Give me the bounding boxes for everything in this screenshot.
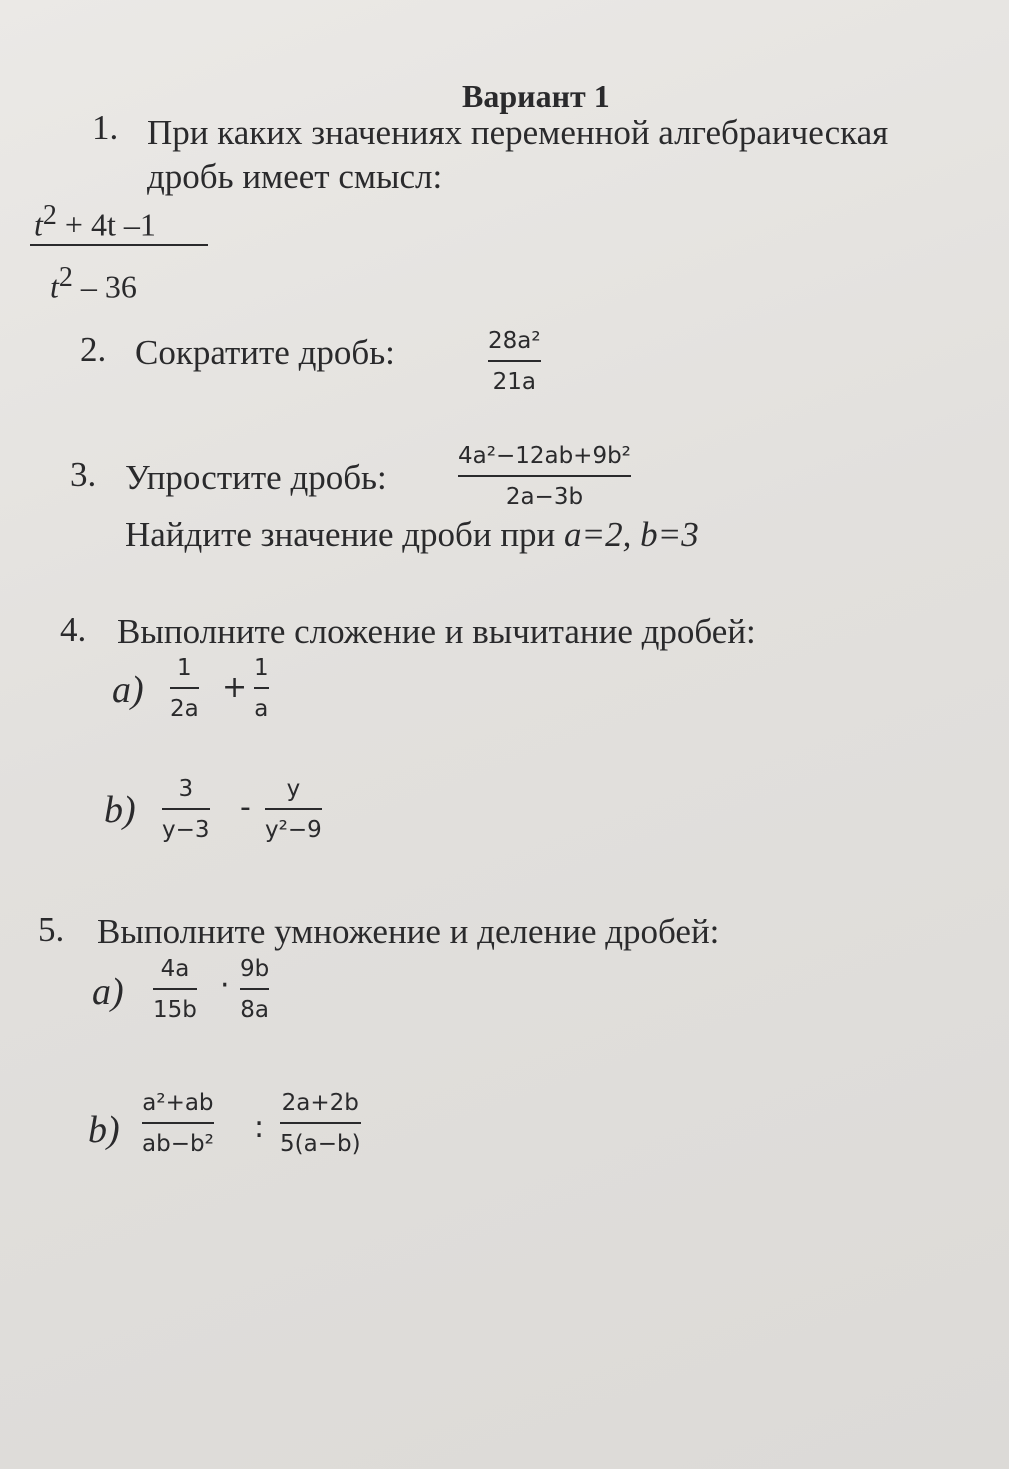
q3-line2-prefix: Найдите значение дроби при bbox=[125, 515, 565, 554]
q3-numerator: 4a²−12ab+9b² bbox=[458, 443, 631, 469]
q4-b-f2-bar bbox=[265, 808, 322, 810]
q5-b-f2-bar bbox=[280, 1122, 361, 1124]
q4-a-label: a) bbox=[112, 669, 144, 711]
q5-b-f1-bar bbox=[142, 1122, 214, 1124]
q5-a-f1-denominator: 15b bbox=[153, 997, 197, 1023]
q5-b-operator: : bbox=[254, 1110, 265, 1145]
q4-text: Выполните сложение и вычитание дробей: bbox=[117, 612, 756, 651]
q2-fraction-bar bbox=[488, 360, 541, 362]
q1-text-line1: При каких значениях переменной алгебраическая bbox=[147, 113, 889, 152]
q5-b-fraction-2 bbox=[280, 1092, 361, 1156]
q1-num-rest: + 4t –1 bbox=[64, 206, 156, 243]
q4-b-f1-denominator: y−3 bbox=[162, 817, 210, 843]
q4-a-f2-numerator: 1 bbox=[254, 655, 269, 681]
q3-text: Упростите дробь: bbox=[125, 458, 387, 497]
q4-a-fraction-2 bbox=[254, 657, 269, 721]
q1-text-line2: дробь имеет смысл: bbox=[147, 157, 443, 196]
q4-b-f2-numerator: y bbox=[286, 776, 301, 802]
q5-number: 5. bbox=[38, 910, 65, 949]
q5-a-f1-numerator: 4a bbox=[160, 956, 190, 982]
q4-b-f2-denominator: y²−9 bbox=[265, 817, 322, 843]
q1-fraction-bar bbox=[30, 244, 208, 246]
page-title: Вариант 1 bbox=[462, 78, 610, 114]
q3-denominator: 2a−3b bbox=[505, 484, 584, 510]
q5-b-f2-denominator: 5(a−b) bbox=[280, 1131, 361, 1157]
q4-a-f2-bar bbox=[254, 687, 269, 689]
q5-a-fraction-1 bbox=[153, 958, 197, 1022]
q5-b-f2-numerator: 2a+2b bbox=[281, 1090, 359, 1116]
q2-fraction bbox=[488, 330, 541, 394]
q5-a-label: a) bbox=[92, 971, 124, 1013]
q5-text: Выполните умножение и деление дробей: bbox=[97, 912, 720, 951]
q5-b-f1-numerator: a²+ab bbox=[142, 1090, 214, 1116]
q1-den-var: t bbox=[50, 268, 59, 305]
q1-num-exp: 2 bbox=[42, 200, 57, 231]
q5-a-operator: · bbox=[220, 968, 230, 1003]
q3-line2-values: a=2, b=3 bbox=[564, 515, 699, 554]
q4-b-fraction-1 bbox=[162, 778, 210, 842]
q1-fraction-numerator bbox=[34, 200, 156, 244]
q3-fraction-bar bbox=[458, 475, 631, 477]
q4-a-fraction-1 bbox=[170, 657, 199, 721]
q4-b-operator: - bbox=[240, 790, 251, 825]
q3-number: 3. bbox=[70, 455, 97, 494]
q3-fraction bbox=[458, 445, 631, 509]
q5-b-fraction-1 bbox=[142, 1092, 214, 1156]
q5-a-fraction-2 bbox=[240, 958, 269, 1022]
q1-fraction-denominator bbox=[50, 262, 137, 306]
q2-numerator: 28a² bbox=[488, 328, 541, 354]
q4-b-fraction-2 bbox=[265, 778, 322, 842]
q4-a-f1-denominator: 2a bbox=[170, 696, 199, 722]
q5-a-f2-numerator: 9b bbox=[240, 956, 270, 982]
q3-text-line2 bbox=[125, 515, 699, 555]
q4-a-f1-bar bbox=[170, 687, 199, 689]
q4-a-operator: + bbox=[222, 670, 248, 705]
q4-a-f1-numerator: 1 bbox=[177, 655, 192, 681]
q4-a-f2-denominator: a bbox=[254, 696, 269, 722]
q2-denominator: 21a bbox=[492, 369, 536, 395]
q5-b-f1-denominator: ab−b² bbox=[142, 1131, 214, 1157]
q2-text: Сократите дробь: bbox=[135, 333, 395, 372]
q4-b-f1-numerator: 3 bbox=[178, 776, 194, 802]
q1-den-rest: – 36 bbox=[80, 268, 137, 305]
q4-b-label: b) bbox=[104, 789, 136, 831]
q1-number: 1. bbox=[92, 108, 119, 147]
q5-a-f2-denominator: 8a bbox=[240, 997, 269, 1023]
q4-b-f1-bar bbox=[162, 808, 210, 810]
q4-number: 4. bbox=[60, 610, 87, 649]
q2-number: 2. bbox=[80, 330, 107, 369]
q5-a-f2-bar bbox=[240, 988, 269, 990]
q1-den-exp: 2 bbox=[58, 262, 73, 293]
q5-b-label: b) bbox=[88, 1109, 120, 1151]
q5-a-f1-bar bbox=[153, 988, 197, 990]
q1-num-var: t bbox=[34, 206, 43, 243]
